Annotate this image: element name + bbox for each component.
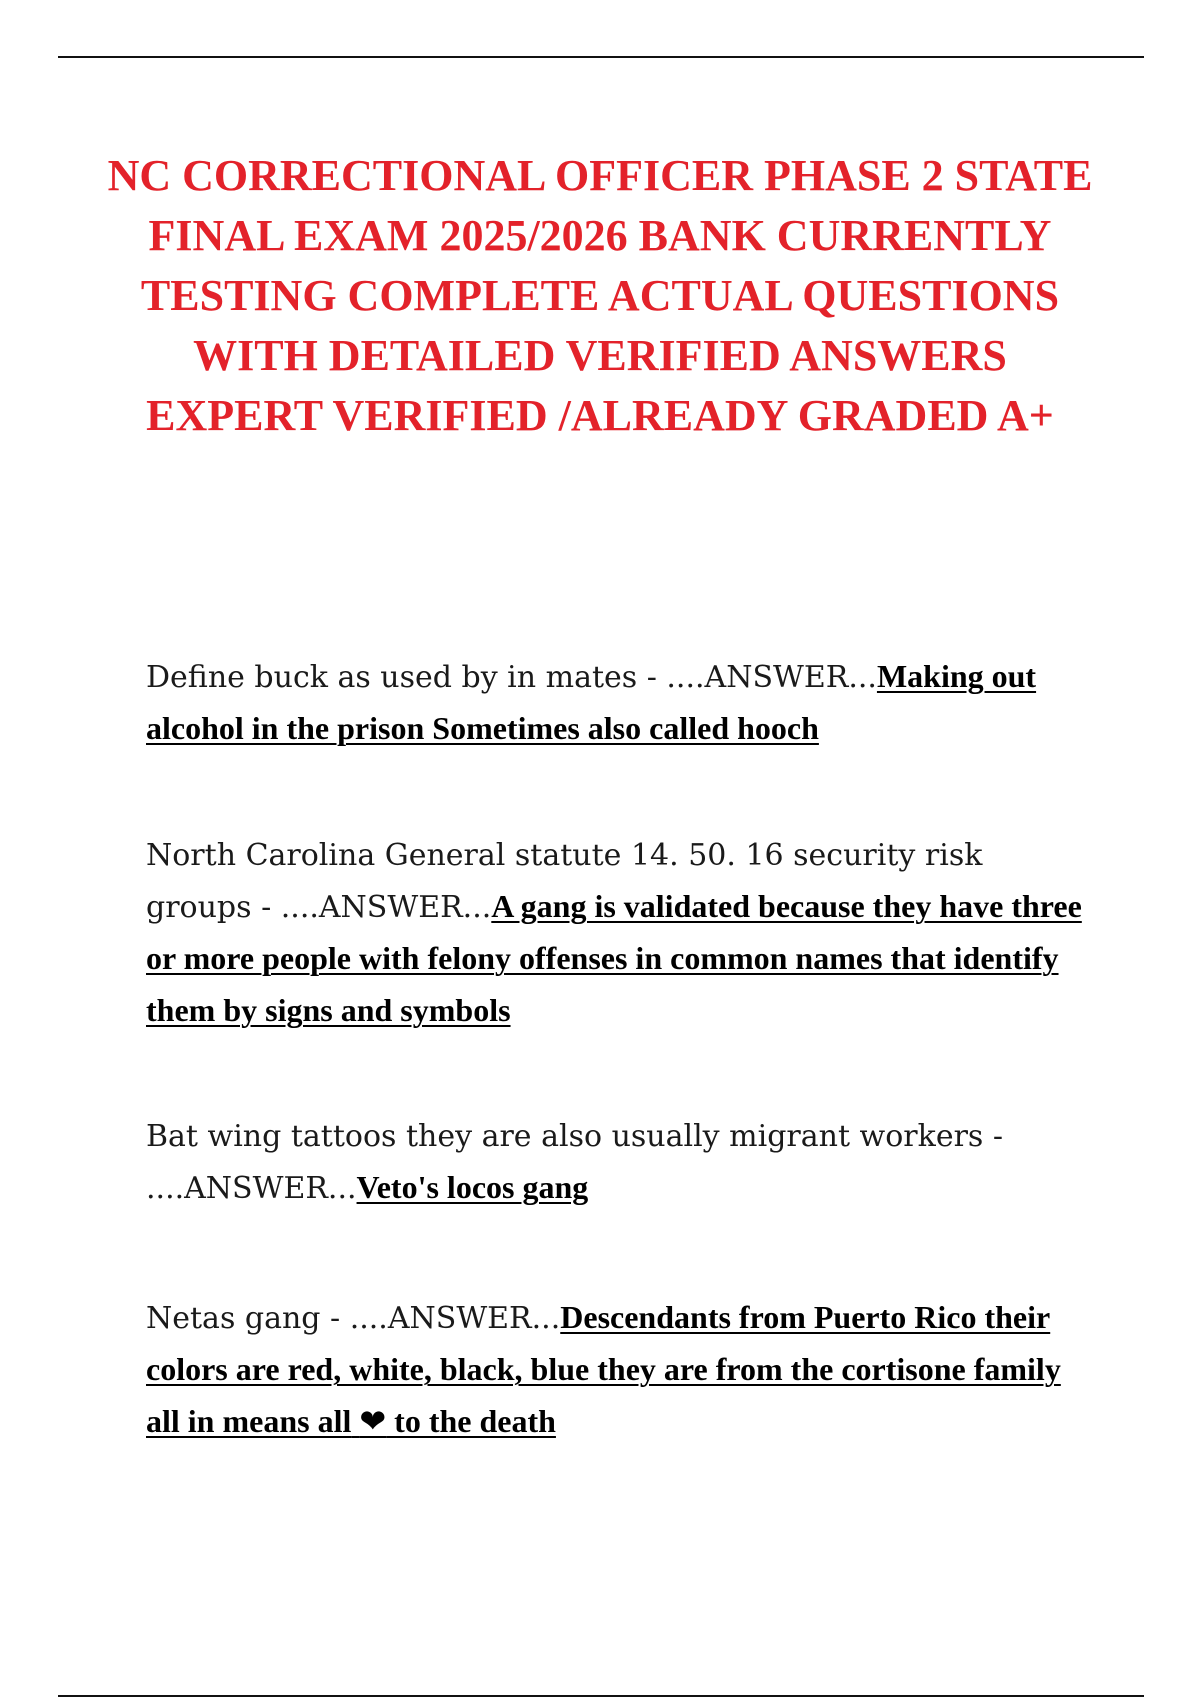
- answer-text: Veto's locos gang: [356, 1169, 589, 1205]
- answer-text-part: Descendants from Puerto Rico their colors are red, white, black, blue they are from the cortisone family all in means all: [146, 1299, 1061, 1439]
- document-title: NC CORRECTIONAL OFFICER PHASE 2 STATE FINAL EXAM 2025/2026 BANK CURRENTLY TESTING COMPLETE ACTUAL QUESTIONS WITH DETAILED VERIFIED ANSWERS EXPERT VERIFIED /ALREADY GRADED A+: [107, 151, 1093, 440]
- question-text: Bat wing tattoos they are also usually migrant workers -: [146, 1119, 1003, 1154]
- qa-item: [146, 831, 1086, 1037]
- question-text: Define buck as used by in mates -: [146, 660, 667, 695]
- top-divider: [58, 56, 1144, 58]
- answer-marker: ....ANSWER...: [349, 1301, 561, 1336]
- answer-text: Making out alcohol in the prison Sometimes also called hooch: [146, 658, 1037, 746]
- question-text: North Carolina General statute 14. 50. 16 security risk groups -: [146, 838, 983, 925]
- answer-marker: ....ANSWER...: [146, 1171, 357, 1206]
- qa-item: [146, 1292, 1086, 1448]
- qa-item: [146, 651, 1086, 755]
- question-text: Netas gang -: [146, 1301, 350, 1336]
- bottom-divider: [58, 1695, 1144, 1697]
- answer-marker: ....ANSWER...: [666, 660, 877, 695]
- qa-item: [146, 1112, 1086, 1214]
- answer-marker: ....ANSWER...: [280, 890, 492, 925]
- answer-text-end: to the death: [386, 1403, 556, 1439]
- heart-icon: ❤: [359, 1402, 387, 1440]
- answer-text: A gang is validated because they have three or more people with felony offenses in common names that identify them by signs and symbols: [146, 888, 1082, 1028]
